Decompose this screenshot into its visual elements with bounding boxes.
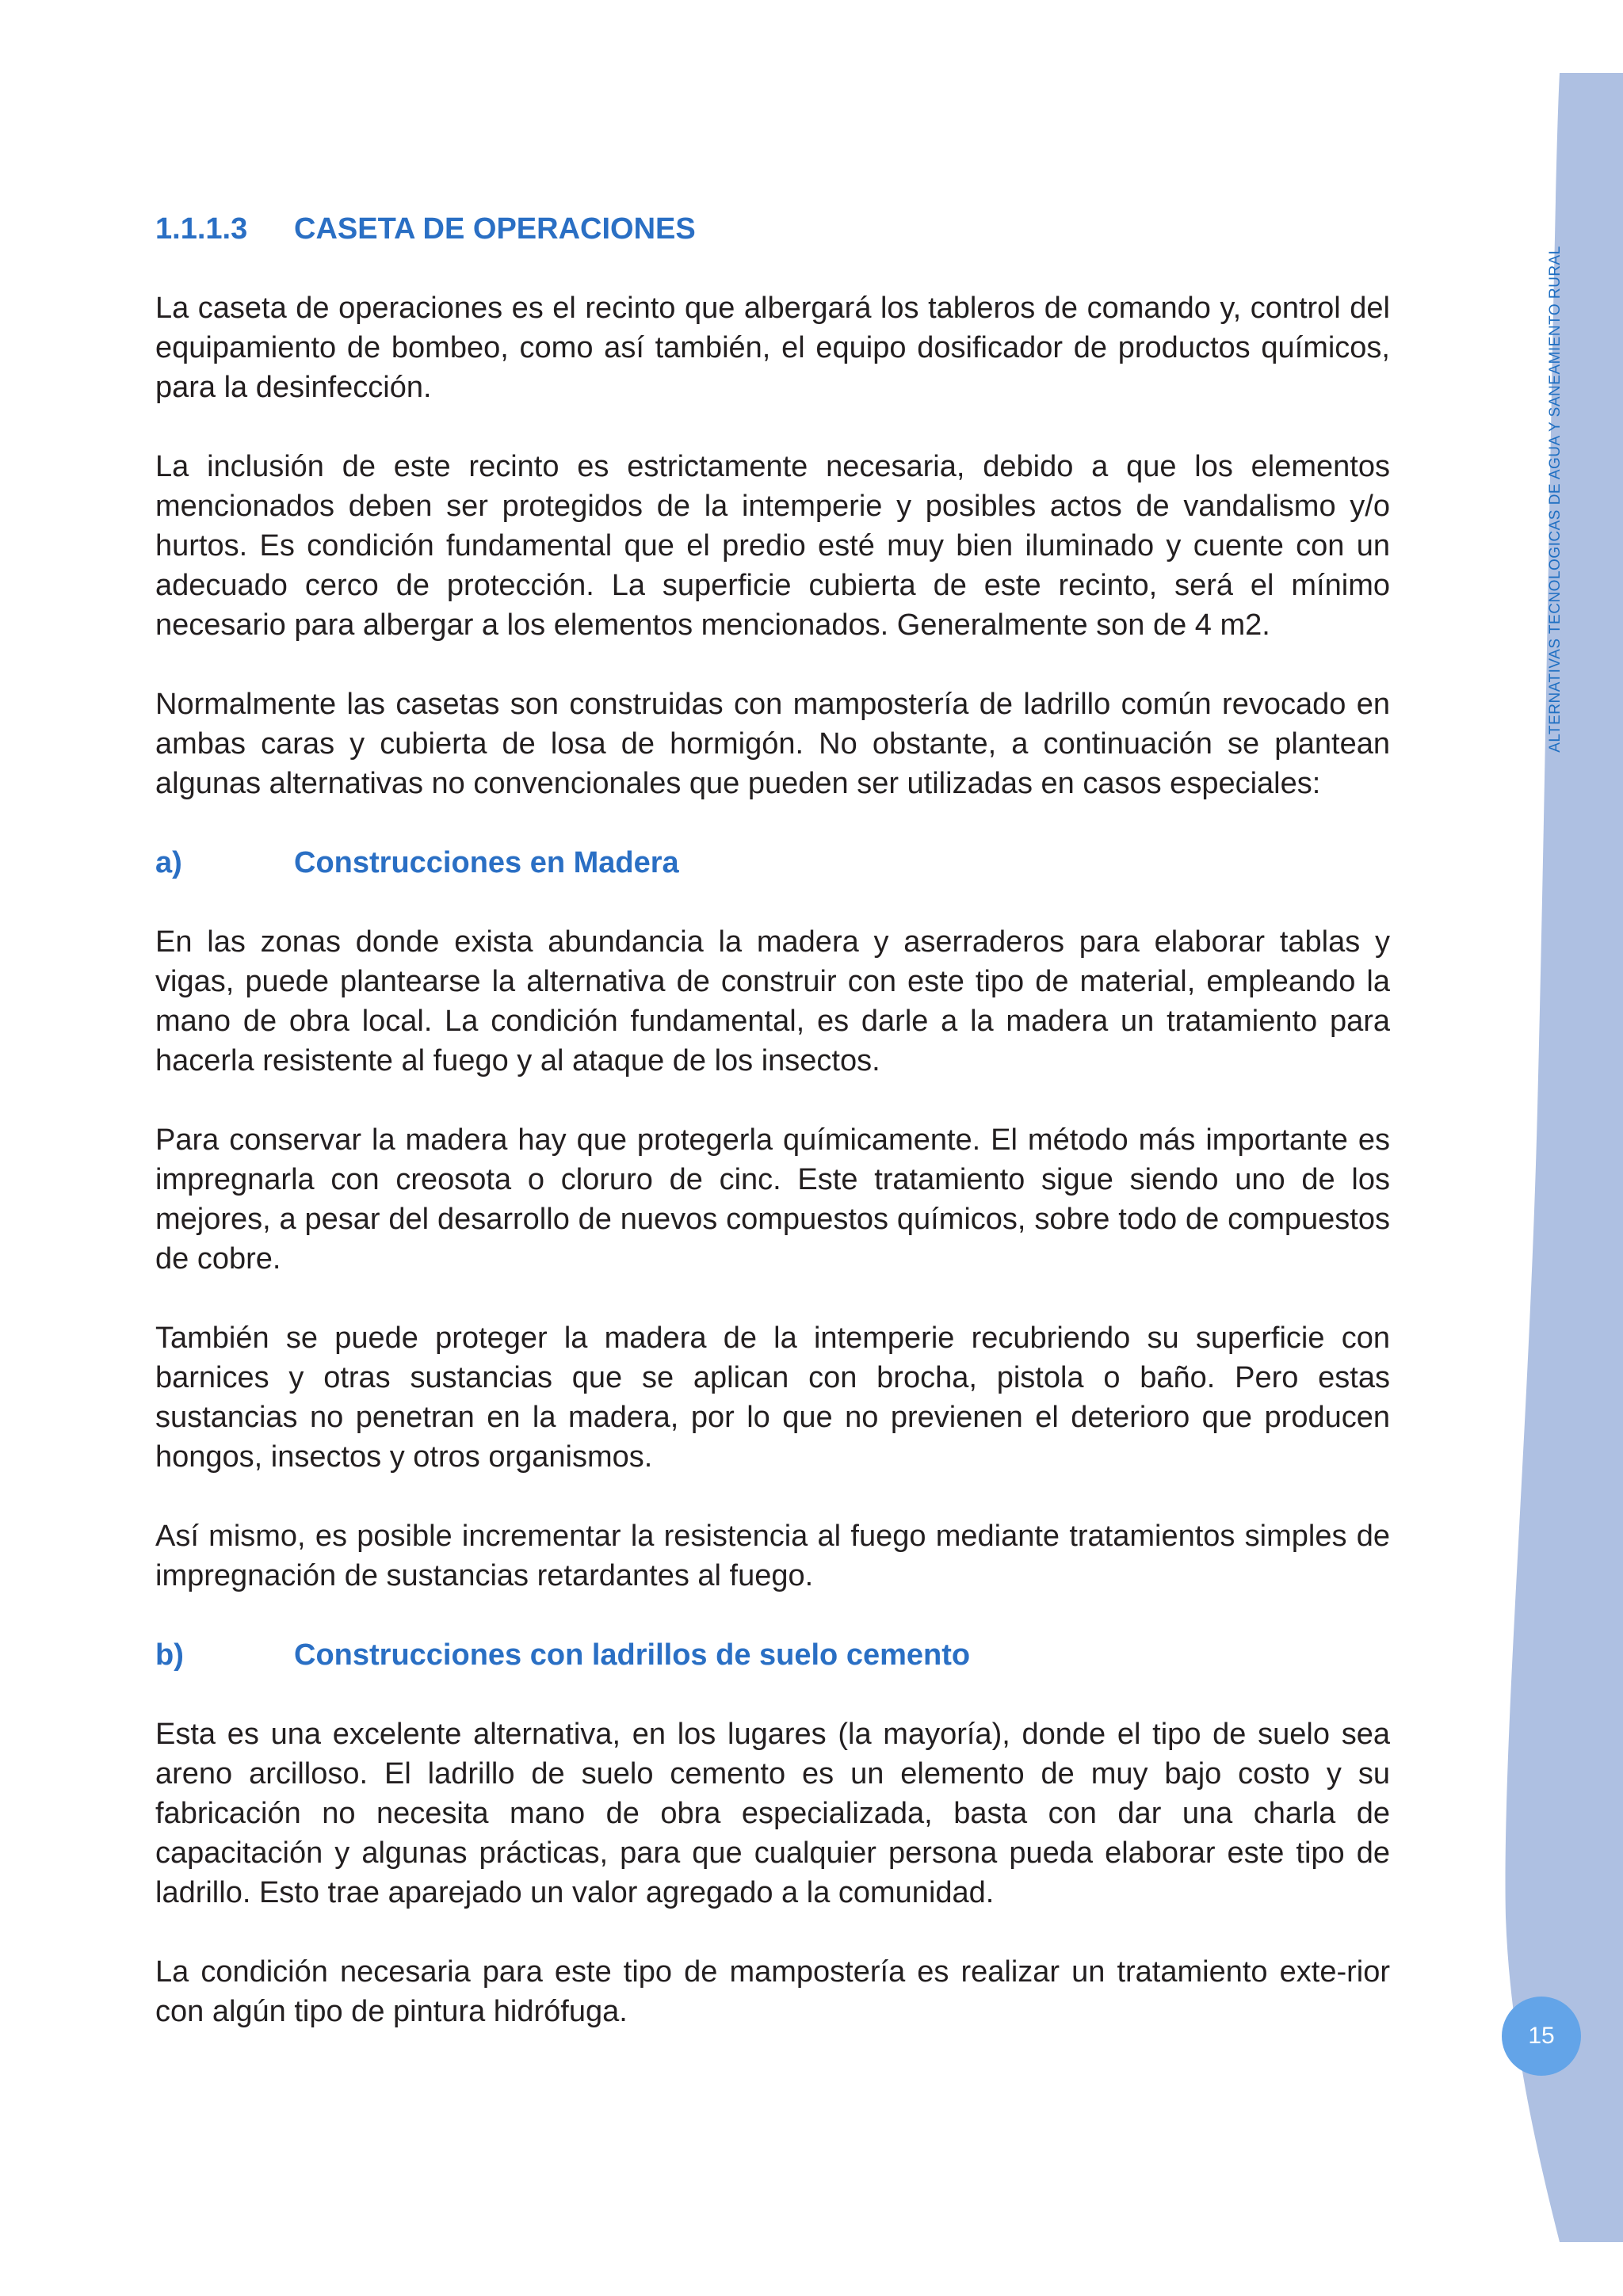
- paragraph: En las zonas donde exista abundancia la madera y aserraderos para elaborar tablas y vigas, puede plantearse la alternativa de construir con este tipo de material, empleando la mano de obra local. La condición fundamental, es darle a la madera un tratamiento para hacerla resistente al fuego y al ataque de los insectos.: [155, 925, 1390, 1077]
- paragraph: También se puede proteger la madera de la intemperie recubriendo su superficie con barnices y otras sustancias que se aplican con brocha, pistola o baño. Pero estas sustancias no penetran en la madera, por lo que no previenen el deterioro que producen hongos, insectos y otros organismos.: [155, 1322, 1390, 1474]
- paragraph: Así mismo, es posible incrementar la resistencia al fuego mediante tratamientos simples de impregnación de sustancias retardantes al fuego.: [155, 1520, 1390, 1592]
- section-number: 1.1.1.3: [155, 212, 248, 246]
- section-heading: [155, 209, 1390, 249]
- paragraph: La caseta de operaciones es el recinto que albergará los tableros de comando y, control del equipamiento de bombeo, como así también, el equipo dosificador de productos químicos, para la desinfección.: [155, 292, 1390, 404]
- paragraph: Para conservar la madera hay que protegerla químicamente. El método más importante es impregnarla con creosota o cloruro de cinc. Este tratamiento sigue siendo uno de los mejores, a pesar del desarrollo de nuevos compuestos químicos, sobre todo de compuestos de cobre.: [155, 1123, 1390, 1276]
- paragraph: La condición necesaria para este tipo de mampostería es realizar un tratamiento exte-rior con algún tipo de pintura hidrófuga.: [155, 1955, 1390, 2028]
- page-number-badge: 15: [1502, 1997, 1581, 2076]
- paragraph: Normalmente las casetas son construidas con mampostería de ladrillo común revocado en ambas caras y cubierta de losa de hormigón. No obstante, a continuación se plantean algunas alternativas no convencionales que pueden ser utilizadas en casos especiales:: [155, 688, 1390, 800]
- section-title: CASETA DE OPERACIONES: [294, 212, 696, 246]
- side-running-title: ALTERNATIVAS TECNOLOGICAS DE AGUA Y SANEAMIENTO RURAL: [1547, 246, 1564, 753]
- subsection-letter: b): [155, 1638, 184, 1672]
- subsection-letter: a): [155, 846, 182, 879]
- subsection-title: Construcciones en Madera: [294, 846, 679, 879]
- paragraph: Esta es una excelente alternativa, en los lugares (la mayoría), donde el tipo de suelo sea areno arcilloso. El ladrillo de suelo cemento es un elemento de muy bajo costo y su fabricación no necesita mano de obra especializada, basta con dar una charla de capacitación y algunas prácticas, para que cualquier persona pueda elaborar este tipo de ladrillo. Esto trae aparejado un valor agregado a la comunidad.: [155, 1718, 1390, 1909]
- subsection-title: Construcciones con ladrillos de suelo cemento: [294, 1638, 971, 1672]
- page-content: [155, 209, 1390, 2031]
- paragraph: La inclusión de este recinto es estrictamente necesaria, debido a que los elementos mencionados deben ser protegidos de la intemperie y posibles actos de vandalismo y/o hurtos. Es condición fundamental que el predio esté muy bien iluminado y cuente con un adecuado cerco de protección. La superficie cubierta de este recinto, será el mínimo necesario para albergar a los elementos mencionados. Generalmente son de 4 m2.: [155, 450, 1390, 642]
- subsection-heading-b: [155, 1635, 1390, 1675]
- subsection-heading-a: [155, 843, 1390, 883]
